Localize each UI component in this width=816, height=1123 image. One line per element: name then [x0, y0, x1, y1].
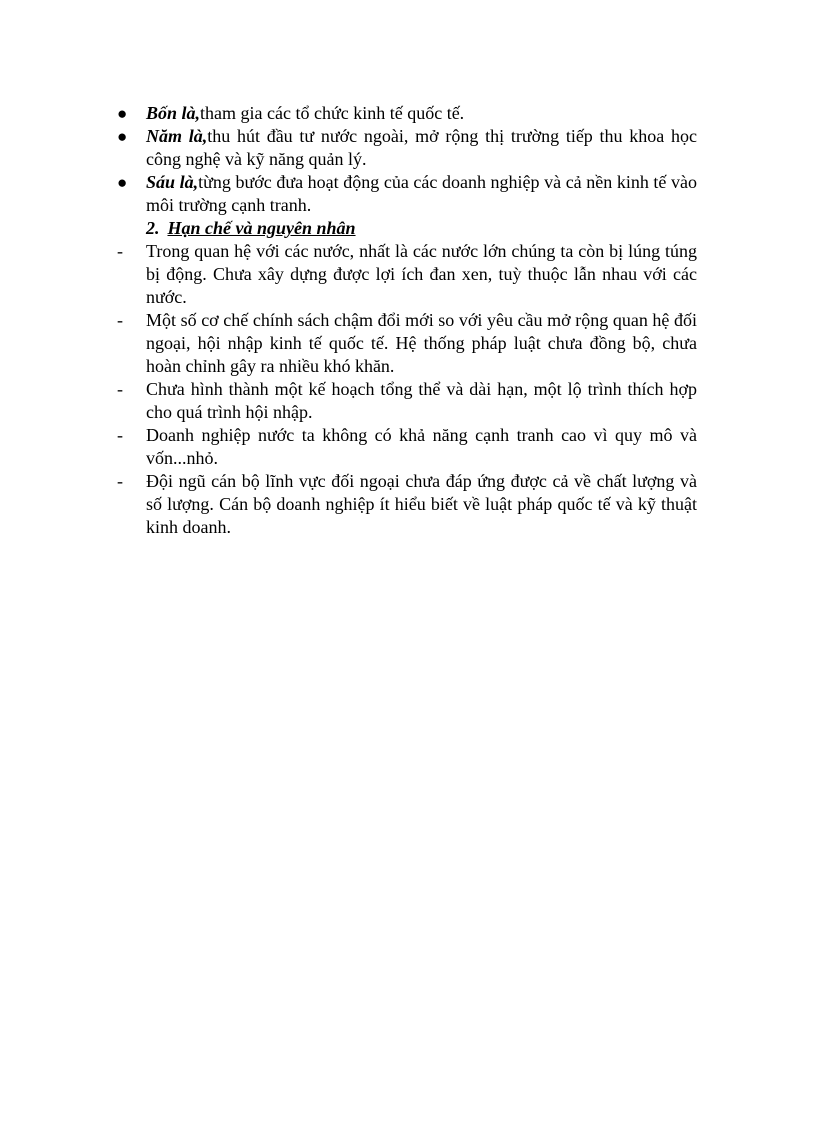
dash-item — [0, 240, 816, 309]
dash-item — [0, 470, 816, 539]
bullet-lead: Sáu là, — [146, 172, 199, 192]
section-number: 2. — [146, 218, 160, 238]
bullet-text: tham gia các tổ chức kinh tế quốc tế. — [200, 103, 465, 123]
dash-text: Chưa hình thành một kế hoạch tổng thể và dài hạn, một lộ trình thích hợp cho quá trình hội nhập. — [146, 379, 697, 422]
bullet-marker: ● — [117, 127, 128, 146]
section-heading — [0, 217, 816, 240]
dash-item — [0, 309, 816, 378]
bullet-item — [0, 102, 816, 125]
dash-item — [0, 424, 816, 470]
dash-text: Đội ngũ cán bộ lĩnh vực đối ngoại chưa đáp ứng được cả về chất lượng và số lượng. Cán bộ doanh nghiệp ít hiểu biết về luật pháp quốc tế và kỹ thuật kinh doanh. — [146, 471, 697, 537]
dash-marker: - — [117, 310, 123, 330]
dash-marker: - — [117, 425, 123, 445]
document-body — [0, 102, 816, 539]
bullet-lead: Năm là, — [146, 126, 208, 146]
bullet-marker: ● — [117, 173, 128, 192]
bullet-text: từng bước đưa hoạt động của các doanh nghiệp và cả nền kinh tế vào môi trường cạnh tranh. — [146, 172, 697, 215]
dash-marker: - — [117, 379, 123, 399]
dash-item — [0, 378, 816, 424]
dash-marker: - — [117, 471, 123, 491]
dash-text: Doanh nghiệp nước ta không có khả năng cạnh tranh cao vì quy mô và vốn...nhỏ. — [146, 425, 697, 468]
bullet-marker: ● — [117, 104, 128, 123]
bullet-lead: Bốn là, — [146, 103, 201, 123]
dash-text: Một số cơ chế chính sách chậm đổi mới so với yêu cầu mở rộng quan hệ đối ngoại, hội nhập kinh tế quốc tế. Hệ thống pháp luật chưa đồng bộ, chưa hoàn chỉnh gây ra nhiều khó khăn. — [146, 310, 697, 376]
dash-marker: - — [117, 241, 123, 261]
bullet-item — [0, 125, 816, 171]
bullet-text: thu hút đầu tư nước ngoài, mở rộng thị trường tiếp thu khoa học công nghệ và kỹ năng quản lý. — [146, 126, 697, 169]
bullet-item — [0, 171, 816, 217]
section-title: Hạn chế và nguyên nhân — [167, 218, 356, 238]
dash-text: Trong quan hệ với các nước, nhất là các nước lớn chúng ta còn bị lúng túng bị động. Chưa xây dựng được lợi ích đan xen, tuỳ thuộc lẫn nhau với các nước. — [146, 241, 697, 307]
